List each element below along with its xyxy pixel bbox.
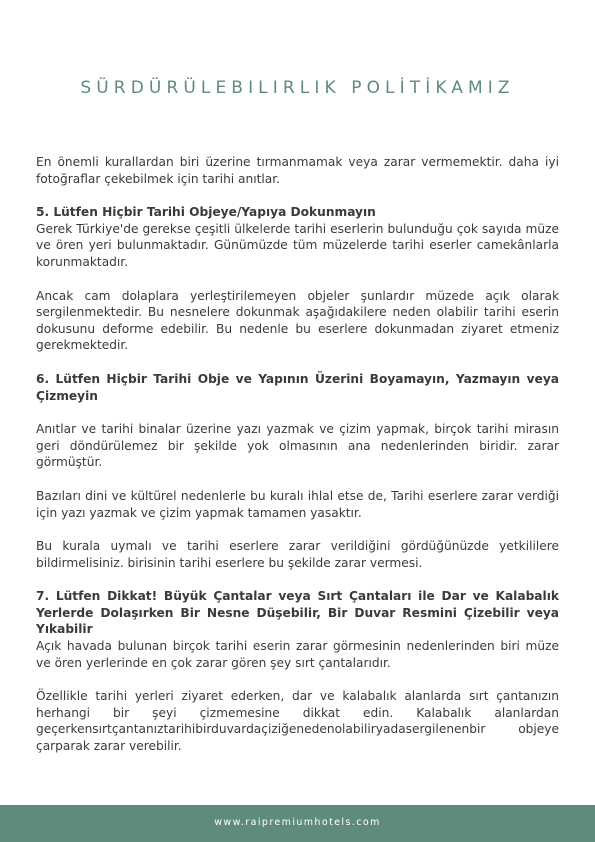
document-body xyxy=(36,154,559,755)
footer-bar xyxy=(0,805,595,842)
section-5-paragraph-1: Gerek Türkiye'de gerekse çeşitli ülkelerde tarihi eserlerin bulunduğu çok sayıda müze ve ören yeri bulunmaktadır. Günümüzde tüm müzelerde tarihi eserler camekânlarla korunmaktadır. xyxy=(36,221,559,269)
page-title: SÜRDÜRÜLEBILIRLIK POLİTİKAMIZ xyxy=(80,78,515,98)
section-6-paragraph-3: Bu kurala uymalı ve tarihi eserlere zarar verildiğini gördüğünüzde yetkililere bildirmelisiniz. birisinin tarihi eserlere bu şekilde zarar vermesi. xyxy=(36,539,559,570)
section-6-heading: 6. Lütfen Hiçbir Tarihi Obje ve Yapının Üzerini Boyamayın, Yazmayın veya Çizmeyin xyxy=(36,371,559,403)
section-5-heading: 5. Lütfen Hiçbir Tarihi Objeye/Yapıya Dokunmayın xyxy=(36,205,376,220)
section-6-paragraph-1: Anıtlar ve tarihi binalar üzerine yazı yazmak ve çizim yapmak, birçok tarihi mirasın geri döndürülemez bir şekilde yok olmasının ana nedenlerinden biridir. zarar görmüştür. xyxy=(36,422,559,470)
section-7-paragraph-1: Açık havada bulunan birçok tarihi eserin zarar görmesinin nedenlerinden biri müze ve ören yerlerinde en çok zarar gören şey sırt çantalarıdır. xyxy=(36,639,559,670)
section-6-paragraph-2: Bazıları dini ve kültürel nedenlerle bu kuralı ihlal etse de, Tarihi eserlere zarar verdiği için yazı yazmak ve çizim yapmak tamamen yasaktır. xyxy=(36,488,559,520)
section-7-paragraph-2: Özellikle tarihi yerleri ziyaret ederken, dar ve kalabalık alanlarda sırt çantanızın herhangi bir şeyi çizmemesine dikkat edin. Kalabalık alanlardan geçerkensırtçantanıztarihibirduvardaçiziğenedenolabiliryadasergilenenbir objeye çarparak zarar verebilir. xyxy=(36,689,559,754)
intro-paragraph: En önemli kurallardan biri üzerine tırmanmamak veya zarar vermemektir. daha iyi fotoğraflar çekebilmek için tarihi anıtlar. xyxy=(36,155,559,186)
footer-website-link[interactable]: www.raipremiumhotels.com xyxy=(214,817,381,828)
section-7-heading: 7. Lütfen Dikkat! Büyük Çantalar veya Sırt Çantaları ile Dar ve Kalabalık Yerlerde Dolaşırken Bir Nesne Düşebilir, Bir Duvar Resmini Çizebilir veya Yıkabilir xyxy=(36,589,559,637)
section-5-paragraph-2: Ancak cam dolaplara yerleştirilemeyen objeler şunlardır müzede açık olarak sergilenmektedir. Bu nesnelere dokunmak aşağıdakilere neden olabilir tarihi eserin dokusunu deforme edebilir. Bu nedenle bu eserlere dokunmadan ziyaret etmeniz gerekmektedir. xyxy=(36,288,559,353)
